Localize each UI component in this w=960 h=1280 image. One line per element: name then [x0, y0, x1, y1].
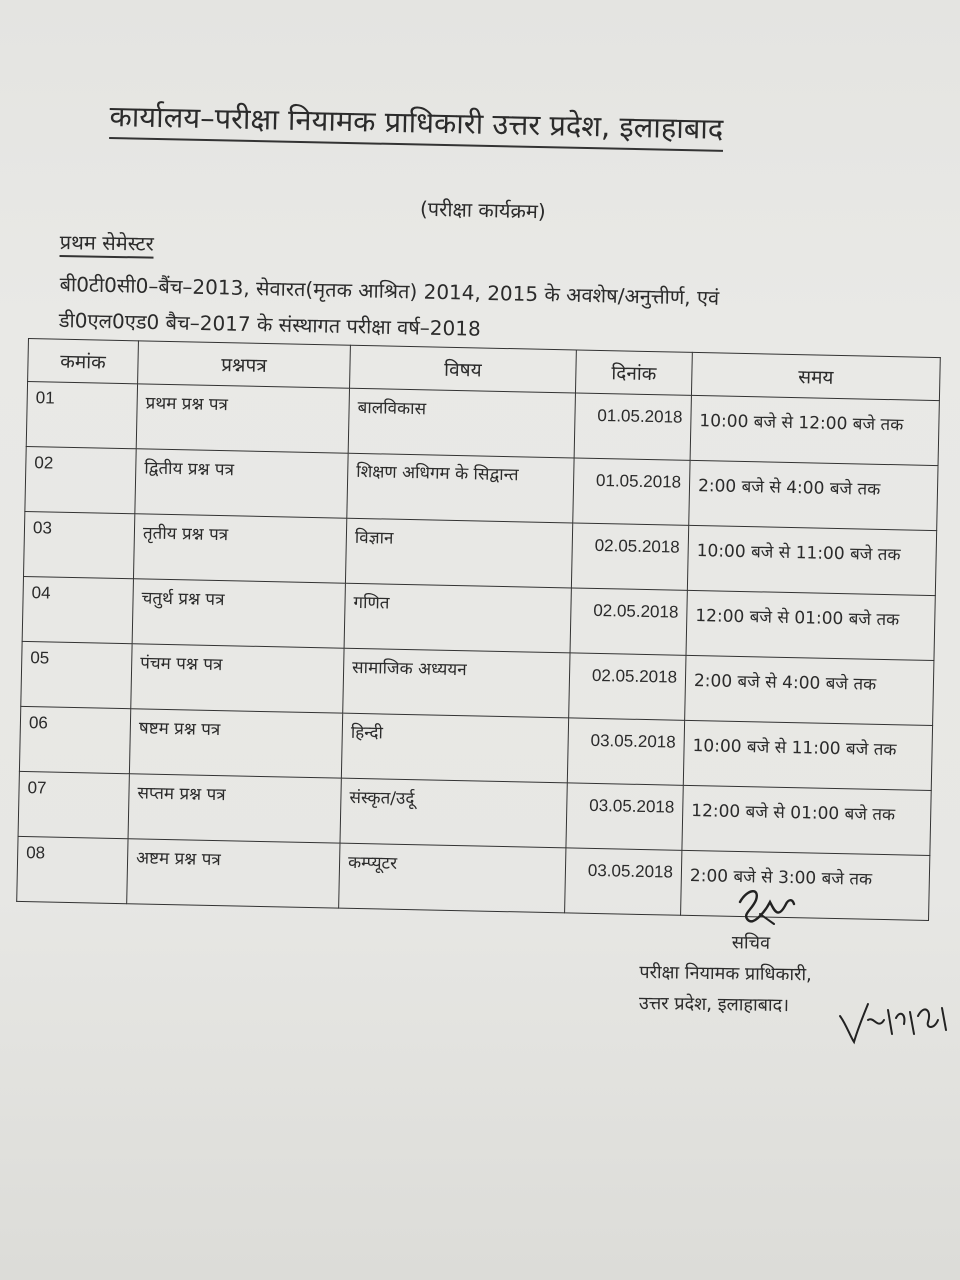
paper-cell: द्वितीय प्रश्न पत्र	[135, 449, 348, 518]
serial-cell: 03	[24, 511, 135, 578]
column-header-date: दिनांक	[575, 350, 692, 395]
paper-cell: चतुर्थ प्रश्न पत्र	[132, 579, 345, 648]
handwritten-initials	[834, 990, 960, 1050]
signatory-designation: सचिव	[731, 932, 771, 954]
serial-cell: 02	[25, 446, 136, 513]
paper-cell: प्रथम प्रश्न पत्र	[136, 384, 349, 453]
subject-cell: सामाजिक अध्ययन	[343, 648, 570, 718]
paper-cell: षष्टम प्रश्न पत्र	[129, 709, 342, 778]
serial-cell: 04	[22, 576, 133, 643]
signatory-block	[639, 926, 813, 1021]
serial-cell: 01	[26, 382, 137, 449]
exam-schedule-table	[16, 338, 941, 921]
subject-cell: गणित	[344, 583, 571, 653]
exam-programme-subtitle: (परीक्षा कार्यक्रम)	[419, 196, 546, 224]
date-cell: 02.05.2018	[571, 523, 688, 590]
time-cell: 10:00 बजे से 11:00 बजे तक	[683, 720, 932, 790]
date-cell: 02.05.2018	[569, 653, 686, 720]
time-cell: 2:00 बजे से 4:00 बजे तक	[689, 460, 938, 530]
column-header-time: समय	[691, 352, 940, 400]
description-line-2: डी0एल0एड0 बैच–2017 के संस्थागत परीक्षा वर्ष–2018	[58, 307, 481, 341]
time-cell: 12:00 बजे से 01:00 बजे तक	[686, 590, 935, 660]
time-cell: 2:00 बजे से 4:00 बजे तक	[685, 655, 934, 725]
date-cell: 01.05.2018	[573, 458, 690, 525]
time-cell: 10:00 बजे से 11:00 बजे तक	[687, 525, 936, 595]
subject-cell: हिन्दी	[341, 713, 568, 783]
office-title: कार्यालय–परीक्षा नियामक प्राधिकारी उत्तर प्रदेश, इलाहाबाद	[109, 96, 910, 153]
subject-cell: शिक्षण अधिगम के सिद्वान्त	[347, 453, 574, 523]
serial-cell: 07	[18, 771, 129, 838]
signatory-authority: परीक्षा नियामक प्राधिकारी,	[639, 961, 812, 986]
serial-cell: 08	[17, 836, 128, 903]
subject-cell: बालविकास	[348, 388, 575, 458]
subject-cell: विज्ञान	[345, 518, 572, 588]
subject-cell: कम्प्यूटर	[339, 843, 566, 913]
time-cell: 12:00 बजे से 01:00 बजे तक	[682, 785, 931, 855]
description-line-1: बी0टी0सी0–बैंच–2013, सेवारत(मृतक आश्रित) 2014, 2015 के अवशेष/अनुत्तीर्ण, एवं	[59, 271, 720, 310]
paper-cell: सप्तम प्रश्न पत्र	[128, 774, 341, 843]
column-header-paper: प्रश्नपत्र	[138, 341, 351, 388]
subject-cell: संस्कृत/उर्दू	[340, 778, 567, 848]
date-cell: 02.05.2018	[570, 588, 687, 655]
paper-cell: पंचम पश्न पत्र	[131, 644, 344, 713]
date-cell: 03.05.2018	[565, 848, 682, 915]
time-cell: 2:00 बजे से 3:00 बजे तक	[681, 850, 930, 920]
signatory-place: उत्तर प्रदेश, इलाहाबाद।	[638, 992, 790, 1017]
semester-heading: प्रथम सेमेस्टर	[59, 228, 153, 259]
serial-cell: 05	[21, 641, 132, 708]
date-cell: 03.05.2018	[566, 783, 683, 850]
paper-cell: अष्टम प्रश्न पत्र	[127, 839, 340, 908]
serial-cell: 06	[19, 706, 130, 773]
date-cell: 01.05.2018	[574, 393, 691, 460]
column-header-serial: कमांक	[28, 339, 139, 384]
time-cell: 10:00 बजे से 12:00 बजे तक	[690, 395, 939, 465]
paper-cell: तृतीय प्रश्न पत्र	[133, 514, 346, 583]
date-cell: 03.05.2018	[567, 718, 684, 785]
column-header-subject: विषय	[350, 345, 577, 393]
